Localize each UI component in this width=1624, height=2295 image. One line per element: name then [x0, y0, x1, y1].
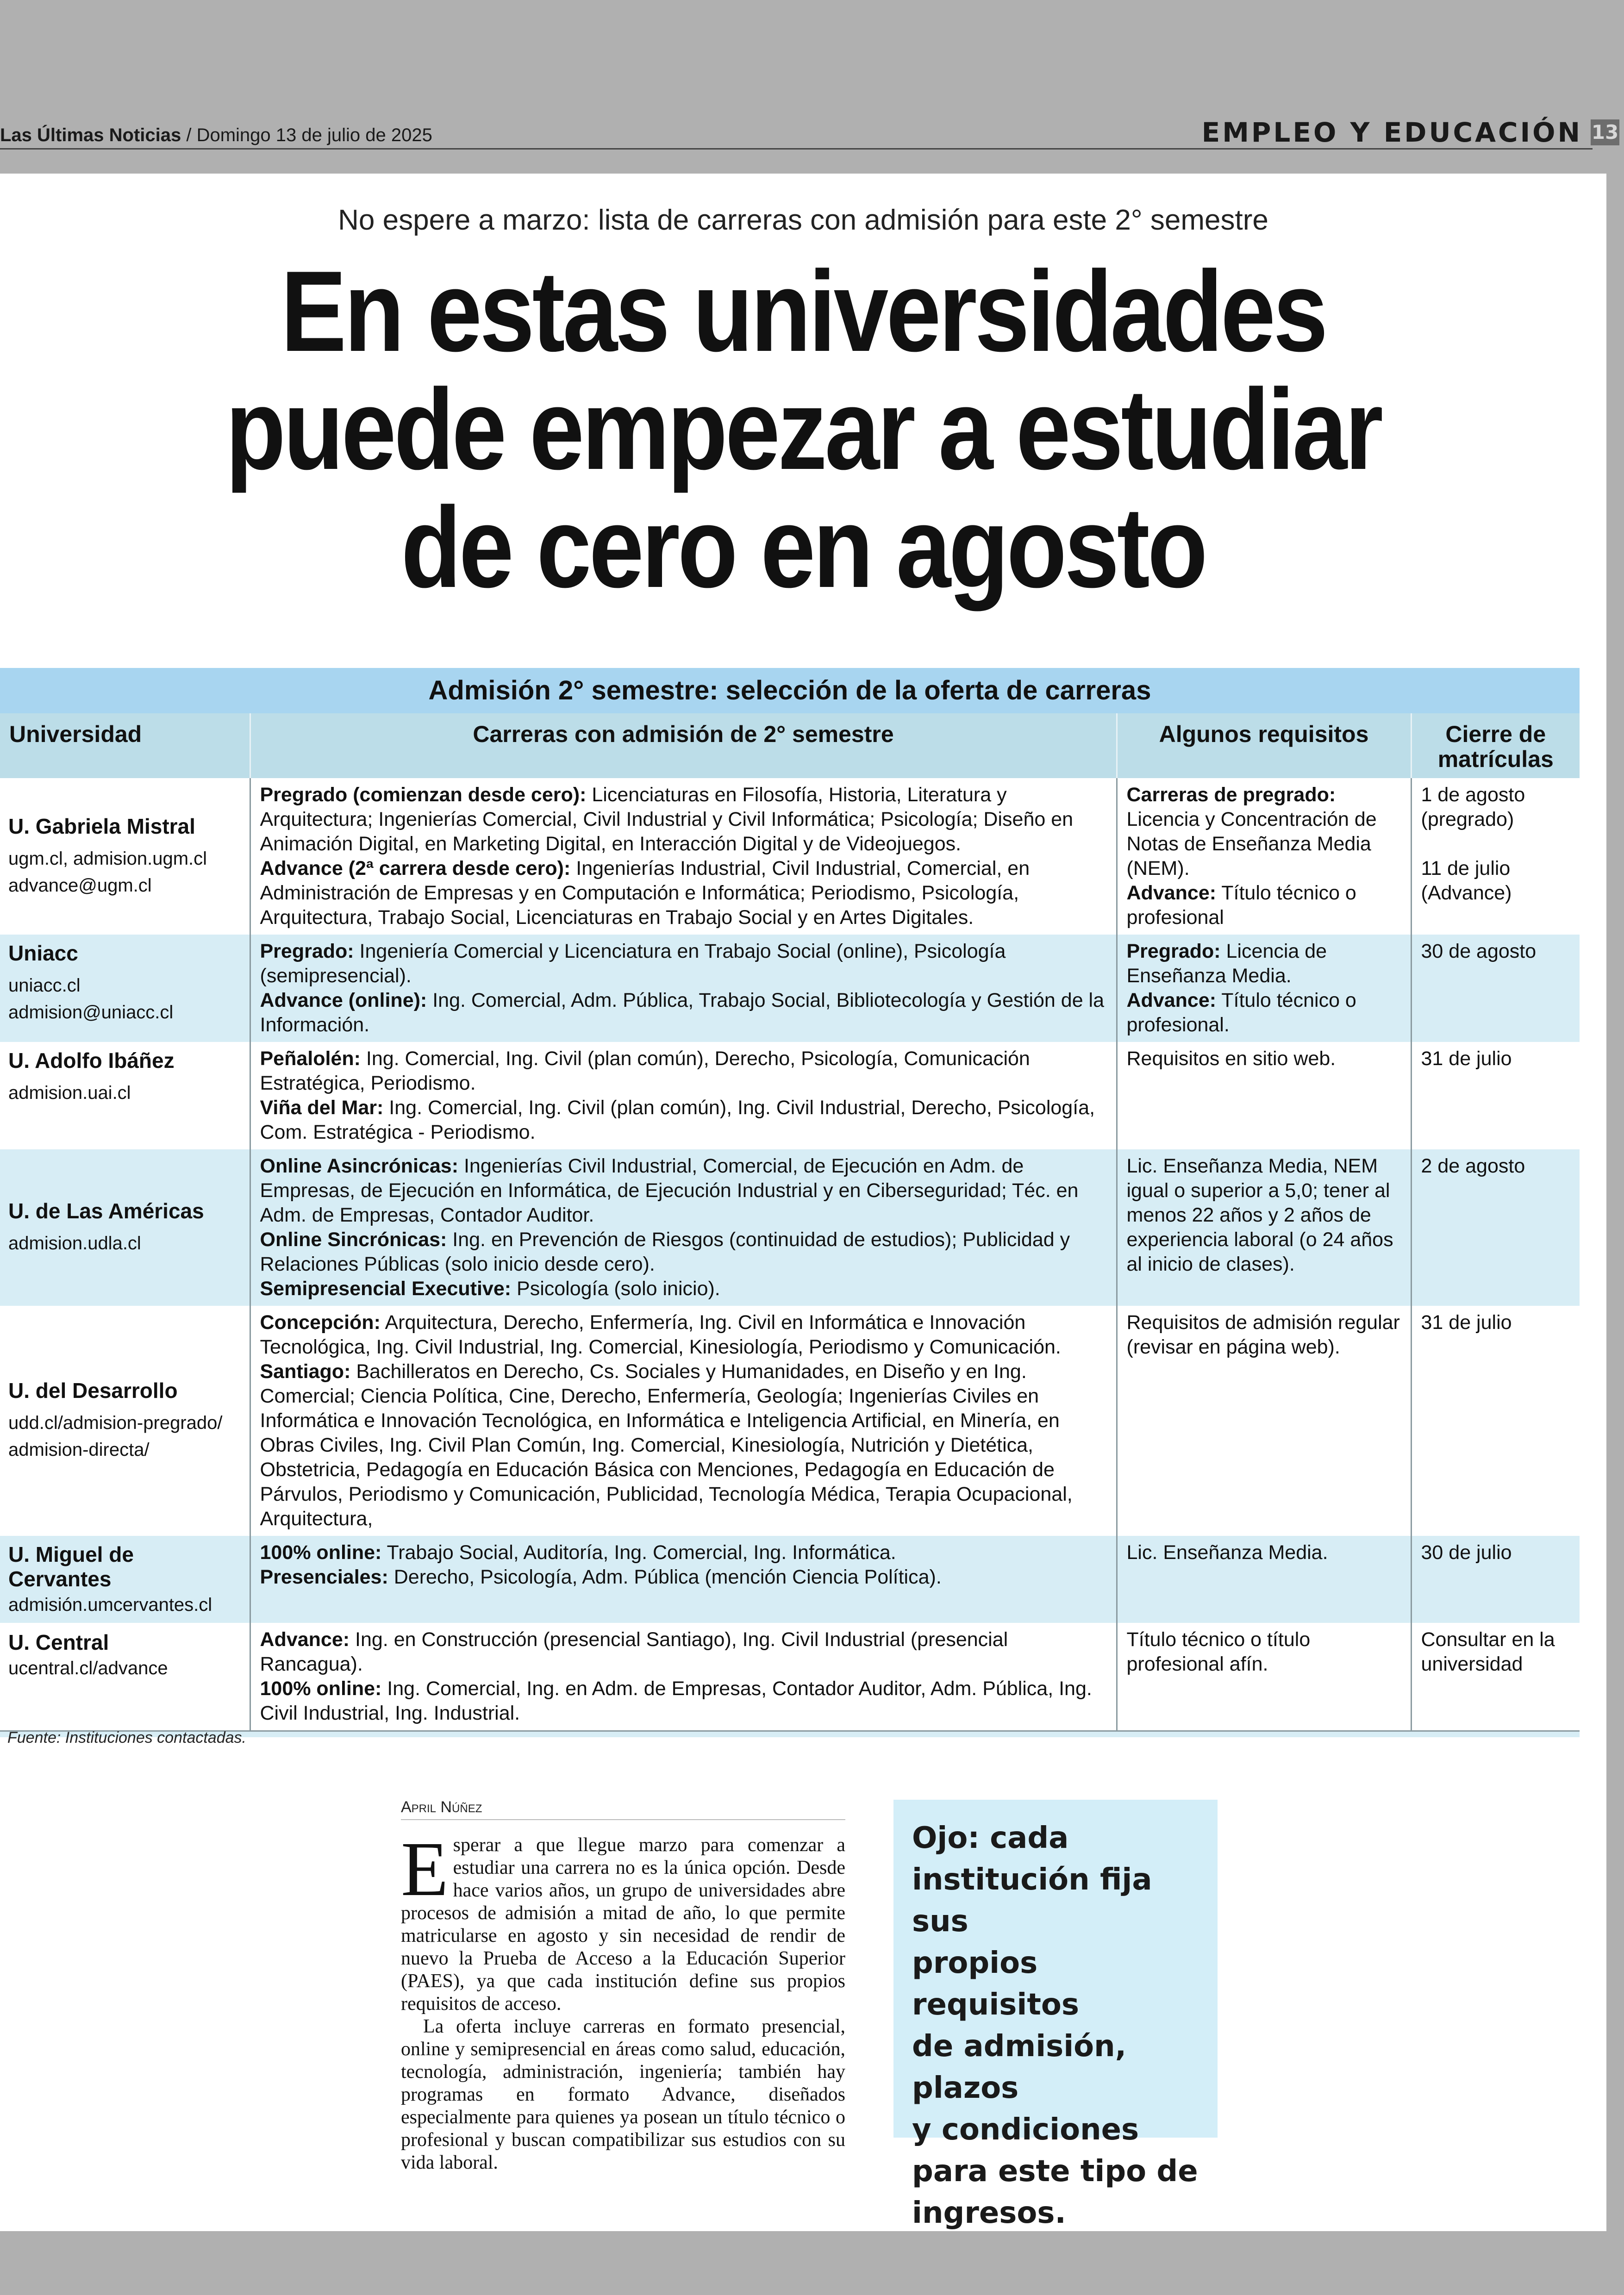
career-label: Viña del Mar: — [260, 1097, 384, 1119]
requirement-text: Licencia de Enseñanza Media. — [1126, 940, 1327, 987]
requirement-text: Requisitos en sitio web. — [1126, 1048, 1336, 1070]
spacer — [1421, 832, 1571, 856]
university-site: admision-directa/ — [8, 1440, 150, 1460]
requirement-entry — [1127, 1154, 1401, 1277]
university-cell — [0, 1623, 250, 1730]
requirement-text: Lic. Enseñanza Media. — [1126, 1541, 1328, 1564]
career-label: Online Asincrónicas: — [260, 1155, 459, 1177]
university-name: U. Miguel de Cervantes — [8, 1542, 134, 1591]
masthead-separator: / — [181, 125, 197, 145]
table-title: Admisión 2° semestre: selección de la oferta de carreras — [0, 668, 1580, 713]
university-name: Uniacc — [8, 941, 78, 965]
requirement-entry — [1127, 1540, 1401, 1565]
requirements-cell — [1117, 1149, 1411, 1306]
column-header: Carreras con admisión de 2° semestre — [250, 713, 1117, 778]
career-entry — [260, 1360, 1107, 1531]
closing-date-cell — [1411, 1623, 1580, 1730]
closing-date: 31 de julio — [1421, 1048, 1512, 1070]
requirements-cell — [1117, 1306, 1411, 1536]
university-name: U. Gabriela Mistral — [8, 814, 195, 838]
career-label: Concepción: — [260, 1311, 381, 1334]
career-label: Semipresencial Executive: — [260, 1278, 512, 1300]
university-site: udd.cl/admision-pregrado/ — [8, 1413, 223, 1433]
career-label: Advance: — [260, 1628, 350, 1651]
callout-line: ingresos. — [912, 2196, 1066, 2230]
closing-date-cell — [1411, 1306, 1580, 1536]
requirement-entry — [1127, 988, 1401, 1037]
closing-date: 11 de julio (Advance) — [1421, 857, 1512, 904]
requirement-text: Título técnico o profesional — [1126, 882, 1356, 929]
university-cell — [0, 935, 250, 1042]
career-label: Peñalolén: — [260, 1048, 361, 1070]
closing-date-cell — [1411, 1149, 1580, 1306]
university-cell — [0, 1536, 250, 1623]
requirement-text: Título técnico o profesional. — [1126, 989, 1356, 1036]
career-entry — [260, 783, 1107, 856]
university-cell — [0, 1149, 250, 1306]
masthead — [0, 125, 432, 146]
career-label: Pregrado: — [260, 940, 354, 962]
requirement-label: Advance: — [1126, 989, 1217, 1011]
careers-cell — [250, 1306, 1117, 1536]
university-site: uniacc.cl — [8, 975, 81, 996]
career-label: Pregrado (comienzan desde cero): — [260, 784, 587, 806]
university-site: admision.uai.cl — [8, 1083, 131, 1103]
career-entry — [260, 1096, 1107, 1145]
career-text: Ingenierías Industrial, Civil Industrial, Comercial, en Administración de Empresas y en Computación e Informática; Periodismo, Psicología, Arquitectura, Trabajo Social, Licenciaturas en Trabajo Social y en Artes Digitales. — [260, 857, 1030, 929]
table-row — [0, 1623, 1580, 1730]
requirement-label: Pregrado: — [1126, 940, 1221, 962]
closing-date-cell — [1411, 935, 1580, 1042]
career-entry — [260, 1565, 1107, 1590]
requirements-cell — [1117, 778, 1411, 935]
career-label: Santiago: — [260, 1360, 351, 1383]
table-row — [0, 1042, 1580, 1149]
requirement-text: Licencia y Concentración de Notas de Enseñanza Media (NEM). — [1126, 808, 1377, 879]
career-entry — [260, 1277, 1107, 1301]
career-label: 100% online: — [260, 1541, 382, 1564]
career-entry — [260, 856, 1107, 930]
career-text: Ing. en Construcción (presencial Santiago), Ing. Civil Industrial (presencial Rancagua). — [260, 1628, 1008, 1675]
requirement-text: Requisitos de admisión regular (revisar en página web). — [1126, 1311, 1400, 1358]
closing-date-cell — [1411, 1042, 1580, 1149]
closing-date-cell — [1411, 778, 1580, 935]
career-entry — [260, 1677, 1107, 1726]
closing-date: 30 de julio — [1421, 1541, 1512, 1564]
career-text: Licenciaturas en Filosofía, Historia, Literatura y Arquitectura; Ingenierías Comercial, Civil Industrial y Civil Informática; Psicología; Diseño en Animación Digital, en Marketing Digital, en Interacción Digital y de Videojuegos. — [260, 784, 1074, 855]
requirement-entry — [1127, 1047, 1401, 1071]
drop-cap: E — [401, 1826, 449, 1912]
table-row — [0, 778, 1580, 935]
newspaper-name: Las Últimas Noticias — [0, 125, 181, 145]
column-header: Cierre de matrículas — [1411, 713, 1580, 778]
requirement-label: Carreras de pregrado: — [1126, 784, 1336, 806]
careers-cell — [250, 778, 1117, 935]
career-text: Psicología (solo inicio). — [511, 1278, 720, 1300]
career-label: 100% online: — [260, 1678, 382, 1700]
university-cell — [0, 1306, 250, 1536]
headline — [112, 247, 1494, 611]
careers-cell — [250, 1042, 1117, 1149]
column-header: Universidad — [0, 713, 250, 778]
career-entry — [260, 1047, 1107, 1096]
kicker: No espere a marzo: lista de carreras con admisión para este 2° semestre — [338, 204, 1268, 236]
requirements-cell — [1117, 1536, 1411, 1623]
career-text: Ing. Comercial, Ing. Civil (plan común), Derecho, Psicología, Comunicación Estratégica, Periodismo. — [260, 1048, 1030, 1094]
university-name: U. Adolfo Ibáñez — [8, 1048, 175, 1073]
table-row — [0, 935, 1580, 1042]
careers-cell — [250, 935, 1117, 1042]
table-row — [0, 1149, 1580, 1306]
career-text: Derecho, Psicología, Adm. Pública (mención Ciencia Política). — [388, 1566, 942, 1588]
closing-date: Consultar en la universidad — [1421, 1628, 1555, 1675]
callout-line: para este tipo de — [912, 2154, 1198, 2189]
header-rule — [0, 148, 1593, 150]
career-text: Bachilleratos en Derecho, Cs. Sociales y Humanidades, en Diseño y en Ing. Comercial; Ciencia Política, Cine, Derecho, Enfermería, Geología; Ingenierías Civiles en Informática e Innovación Tecnológica, en Informática e Inteligencia Artificial, en Minería, en Obras Civiles, Ing. Civil Plan Común, Ing. Comercial, Kinesiología, Nutrición y Dietética, Obstetricia, Pedagogía en Educación Básica con Menciones, Pedagogía en Educación de Párvulos, Periodismo y Comunicación, Publicidad, Tecnología Médica, Terapia Ocupacional, Arquitectura, — [260, 1360, 1073, 1530]
career-entry — [260, 1310, 1107, 1360]
career-label: Presenciales: — [260, 1566, 388, 1588]
requirement-entry — [1127, 783, 1401, 881]
paragraph-text: sperar a que llegue marzo para comenzar a estudiar una carrera no es la única opción. Desde hace varios años, un grupo de universidades abre procesos de admisión a mitad de año, lo que permite matricularse en agosto y sin necesidad de rendir de nuevo la Prueba de Acceso a la Educación Superior (PAES), ya que cada institución define sus propios requisitos de acceso. — [401, 1834, 845, 2014]
closing-date-cell — [1411, 1536, 1580, 1623]
career-entry — [260, 1154, 1107, 1228]
career-entry — [260, 1228, 1107, 1277]
callout-box — [893, 1800, 1218, 2230]
careers-cell — [250, 1536, 1117, 1623]
headline-line: de cero en agosto — [401, 483, 1206, 611]
closing-date: 30 de agosto — [1421, 940, 1537, 962]
closing-date: 1 de agosto (pregrado) — [1421, 784, 1525, 830]
table-header-row — [0, 713, 1580, 778]
university-site: admision.udla.cl — [8, 1233, 141, 1254]
career-text: Ingenierías Civil Industrial, Comercial, de Ejecución en Adm. de Empresas, de Ejecución en Informática, de Ejecución Industrial y en Ciberseguridad; Téc. en Adm. de Empresas, Contador Auditor. — [260, 1155, 1079, 1226]
university-site: admision@uniacc.cl — [8, 1002, 174, 1023]
university-cell — [0, 778, 250, 935]
requirements-cell — [1117, 935, 1411, 1042]
requirement-text: Título técnico o título profesional afín. — [1126, 1628, 1311, 1675]
callout-line: propios requisitos — [912, 1946, 1079, 2022]
university-name: U. Central — [8, 1630, 109, 1654]
byline: April Núñez — [401, 1798, 845, 1820]
careers-cell — [250, 1623, 1117, 1730]
career-text: Ing. Comercial, Ing. Civil (plan común), Ing. Civil Industrial, Derecho, Psicología, Com. Estratégica - Periodismo. — [260, 1097, 1095, 1143]
careers-cell — [250, 1149, 1117, 1306]
career-text: Ing. Comercial, Ing. en Adm. de Empresas, Contador Auditor, Adm. Pública, Ing. Civil Industrial, Ing. Industrial. — [260, 1678, 1092, 1724]
university-name: U. de Las Américas — [8, 1198, 204, 1223]
callout-line: de admisión, plazos — [912, 2029, 1126, 2105]
requirement-entry — [1127, 1310, 1401, 1360]
career-entry — [260, 988, 1107, 1037]
closing-date: 31 de julio — [1421, 1311, 1512, 1334]
university-site: ucentral.cl/advance — [8, 1658, 168, 1678]
career-label: Advance (2ª carrera desde cero): — [260, 857, 571, 879]
university-cell — [0, 1042, 250, 1149]
university-site: admisión.umcervantes.cl — [8, 1595, 212, 1615]
university-name: U. del Desarrollo — [8, 1378, 178, 1403]
admissions-table — [0, 668, 1580, 1737]
career-text: Ingeniería Comercial y Licenciatura en Trabajo Social (online), Psicología (semipresencial). — [260, 940, 1006, 987]
article-body — [401, 1826, 845, 2174]
table-row — [0, 1536, 1580, 1623]
column-header: Algunos requisitos — [1117, 713, 1411, 778]
requirement-text: Lic. Enseñanza Media, NEM igual o superior a 5,0; tener al menos 22 años y 2 años de experiencia laboral (o 24 años al inicio de clases). — [1126, 1155, 1393, 1275]
edition-date: Domingo 13 de julio de 2025 — [196, 125, 432, 145]
career-text: Ing. en Prevención de Riesgos (continuidad de estudios); Publicidad y Relaciones Públicas (solo inicio desde cero). — [260, 1229, 1070, 1275]
page-number: 13 — [1591, 119, 1619, 145]
career-label: Online Sincrónicas: — [260, 1229, 447, 1251]
headline-line: En estas universidades — [281, 247, 1326, 375]
career-text: Arquitectura, Derecho, Enfermería, Ing. Civil en Informática e Innovación Tecnológica, Ing. Civil Industrial, Ing. Comercial, Kinesiología, Periodismo y Comunicación. — [260, 1311, 1061, 1358]
career-entry — [260, 939, 1107, 988]
requirements-cell — [1117, 1042, 1411, 1149]
career-label: Advance (online): — [260, 989, 427, 1011]
headline-line: puede empezar a estudiar — [225, 365, 1381, 493]
requirement-label: Advance: — [1126, 882, 1217, 904]
career-text: Trabajo Social, Auditoría, Ing. Comercial, Ing. Informática. — [381, 1541, 896, 1564]
callout-line: y condiciones — [912, 2113, 1139, 2147]
article-paragraph — [401, 1826, 845, 2015]
university-site: advance@ugm.cl — [8, 875, 152, 896]
table-row — [0, 1306, 1580, 1536]
university-site: ugm.cl, admision.ugm.cl — [8, 848, 207, 869]
requirement-entry — [1127, 1628, 1401, 1677]
career-text: Ing. Comercial, Adm. Pública, Trabajo Social, Bibliotecología y Gestión de la Información. — [260, 989, 1105, 1036]
closing-date: 2 de agosto — [1421, 1155, 1525, 1177]
article-paragraph: La oferta incluye carreras en formato presencial, online y semipresencial en áreas como salud, educación, tecnología, administración, ingeniería; también hay programas en formato Advance, diseñados especialmente para quienes ya posean un título técnico o profesional y buscan compatibilizar sus estudios con su vida laboral. — [401, 2016, 845, 2173]
career-entry — [260, 1540, 1107, 1565]
section-title: EMPLEO Y EDUCACIÓN — [1201, 117, 1582, 148]
career-entry — [260, 1628, 1107, 1677]
callout-line: Ojo: cada — [912, 1821, 1069, 1855]
table-source: Fuente: Instituciones contactadas. — [7, 1729, 246, 1746]
requirement-entry — [1127, 881, 1401, 930]
requirement-entry — [1127, 939, 1401, 988]
requirements-cell — [1117, 1623, 1411, 1730]
callout-line: institución fija sus — [912, 1863, 1152, 1939]
